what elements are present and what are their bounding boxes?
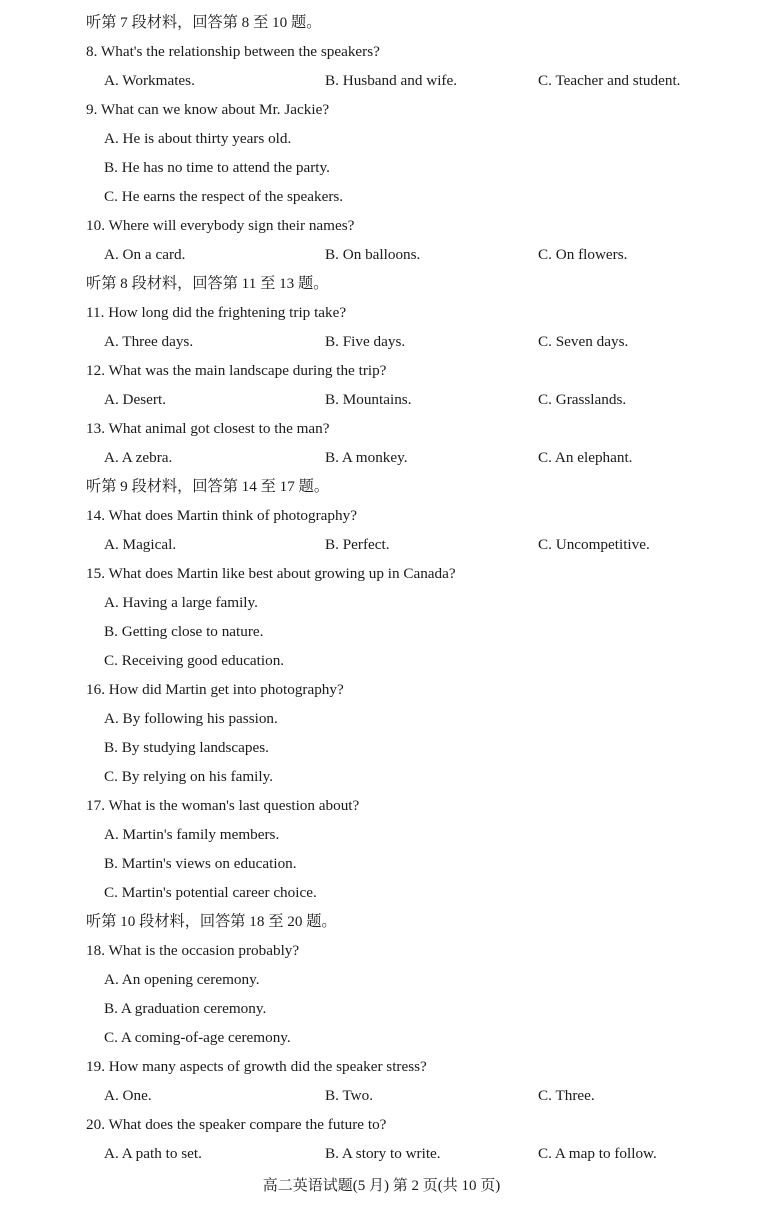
options-row bbox=[0, 1139, 763, 1168]
option-a: A. Desert. bbox=[104, 391, 166, 408]
option-b: B. Husband and wife. bbox=[325, 72, 458, 89]
options-row bbox=[0, 1081, 763, 1110]
options-row bbox=[0, 443, 763, 472]
option-a: A. On a card. bbox=[104, 246, 186, 263]
option-line bbox=[0, 878, 763, 907]
option-b: B. Two. bbox=[325, 1087, 374, 1104]
option-a: A. Having a large family. bbox=[104, 594, 258, 611]
question-stem bbox=[0, 211, 763, 240]
question-stem bbox=[0, 501, 763, 530]
options-row bbox=[0, 66, 763, 95]
option-b: B. On balloons. bbox=[325, 246, 421, 263]
option-line bbox=[0, 994, 763, 1023]
option-line bbox=[0, 182, 763, 211]
question-stem bbox=[0, 95, 763, 124]
option-b: B. A story to write. bbox=[325, 1145, 441, 1162]
option-b: B. By studying landscapes. bbox=[104, 739, 269, 756]
option-a: A. One. bbox=[104, 1087, 152, 1104]
options-row bbox=[0, 327, 763, 356]
question-stem bbox=[0, 298, 763, 327]
section-heading-text: 听第 8 段材料，回答第 11 至 13 题。 bbox=[86, 275, 329, 292]
section-heading bbox=[0, 8, 763, 37]
option-line bbox=[0, 1023, 763, 1052]
section-heading-text: 听第 10 段材料，回答第 18 至 20 题。 bbox=[86, 913, 337, 930]
question-stem bbox=[0, 356, 763, 385]
options-row bbox=[0, 530, 763, 559]
option-line bbox=[0, 762, 763, 791]
option-line bbox=[0, 849, 763, 878]
option-b: B. Martin's views on education. bbox=[104, 855, 297, 872]
question-stem-text: 10. Where will everybody sign their names? bbox=[86, 217, 355, 234]
question-stem-text: 8. What's the relationship between the speakers? bbox=[86, 43, 380, 60]
question-stem-text: 13. What animal got closest to the man? bbox=[86, 420, 330, 437]
question-stem bbox=[0, 414, 763, 443]
question-stem-text: 12. What was the main landscape during the trip? bbox=[86, 362, 387, 379]
question-stem bbox=[0, 1052, 763, 1081]
question-stem bbox=[0, 675, 763, 704]
question-stem-text: 15. What does Martin like best about growing up in Canada? bbox=[86, 565, 456, 582]
option-line bbox=[0, 153, 763, 182]
question-stem-text: 14. What does Martin think of photography? bbox=[86, 507, 357, 524]
option-b: B. Getting close to nature. bbox=[104, 623, 264, 640]
option-line bbox=[0, 704, 763, 733]
question-stem-text: 19. How many aspects of growth did the speaker stress? bbox=[86, 1058, 427, 1075]
section-heading-text: 听第 7 段材料，回答第 8 至 10 题。 bbox=[86, 14, 322, 31]
option-c: C. Seven days. bbox=[538, 333, 629, 350]
question-stem-text: 9. What can we know about Mr. Jackie? bbox=[86, 101, 330, 118]
option-b: B. He has no time to attend the party. bbox=[104, 159, 330, 176]
option-b: B. A monkey. bbox=[325, 449, 408, 466]
option-a: A. Workmates. bbox=[104, 72, 195, 89]
option-c: C. Grasslands. bbox=[538, 391, 627, 408]
option-a: A. A path to set. bbox=[104, 1145, 202, 1162]
option-c: C. Three. bbox=[538, 1087, 595, 1104]
option-c: C. Teacher and student. bbox=[538, 72, 681, 89]
question-stem bbox=[0, 37, 763, 66]
option-b: B. Perfect. bbox=[325, 536, 390, 553]
section-heading bbox=[0, 907, 763, 936]
option-line bbox=[0, 617, 763, 646]
options-row bbox=[0, 385, 763, 414]
question-stem-text: 17. What is the woman's last question about? bbox=[86, 797, 360, 814]
option-line bbox=[0, 124, 763, 153]
option-line bbox=[0, 588, 763, 617]
question-stem bbox=[0, 791, 763, 820]
question-stem bbox=[0, 1110, 763, 1139]
question-stem-text: 16. How did Martin get into photography? bbox=[86, 681, 344, 698]
options-row bbox=[0, 240, 763, 269]
question-stem-text: 20. What does the speaker compare the future to? bbox=[86, 1116, 387, 1133]
option-a: A. An opening ceremony. bbox=[104, 971, 260, 988]
question-stem-text: 11. How long did the frightening trip take? bbox=[86, 304, 347, 321]
option-a: A. By following his passion. bbox=[104, 710, 278, 727]
option-c: C. Martin's potential career choice. bbox=[104, 884, 317, 901]
section-heading bbox=[0, 269, 763, 298]
option-b: B. Mountains. bbox=[325, 391, 412, 408]
option-a: A. Three days. bbox=[104, 333, 194, 350]
option-b: B. A graduation ceremony. bbox=[104, 1000, 267, 1017]
option-a: A. He is about thirty years old. bbox=[104, 130, 292, 147]
option-c: C. On flowers. bbox=[538, 246, 628, 263]
option-line bbox=[0, 646, 763, 675]
option-line bbox=[0, 733, 763, 762]
section-heading bbox=[0, 472, 763, 501]
option-a: A. A zebra. bbox=[104, 449, 173, 466]
option-line bbox=[0, 820, 763, 849]
option-line bbox=[0, 965, 763, 994]
option-c: C. An elephant. bbox=[538, 449, 633, 466]
question-stem bbox=[0, 936, 763, 965]
option-a: A. Magical. bbox=[104, 536, 177, 553]
option-c: C. A map to follow. bbox=[538, 1145, 657, 1162]
option-a: A. Martin's family members. bbox=[104, 826, 280, 843]
option-c: C. By relying on his family. bbox=[104, 768, 274, 785]
option-b: B. Five days. bbox=[325, 333, 406, 350]
question-stem bbox=[0, 559, 763, 588]
option-c: C. He earns the respect of the speakers. bbox=[104, 188, 344, 205]
section-heading-text: 听第 9 段材料，回答第 14 至 17 题。 bbox=[86, 478, 329, 495]
option-c: C. Receiving good education. bbox=[104, 652, 285, 669]
option-c: C. A coming-of-age ceremony. bbox=[104, 1029, 291, 1046]
question-stem-text: 18. What is the occasion probably? bbox=[86, 942, 300, 959]
option-c: C. Uncompetitive. bbox=[538, 536, 650, 553]
page-footer: 高二英语试题(5 月) 第 2 页(共 10 页) bbox=[262, 1178, 501, 1194]
